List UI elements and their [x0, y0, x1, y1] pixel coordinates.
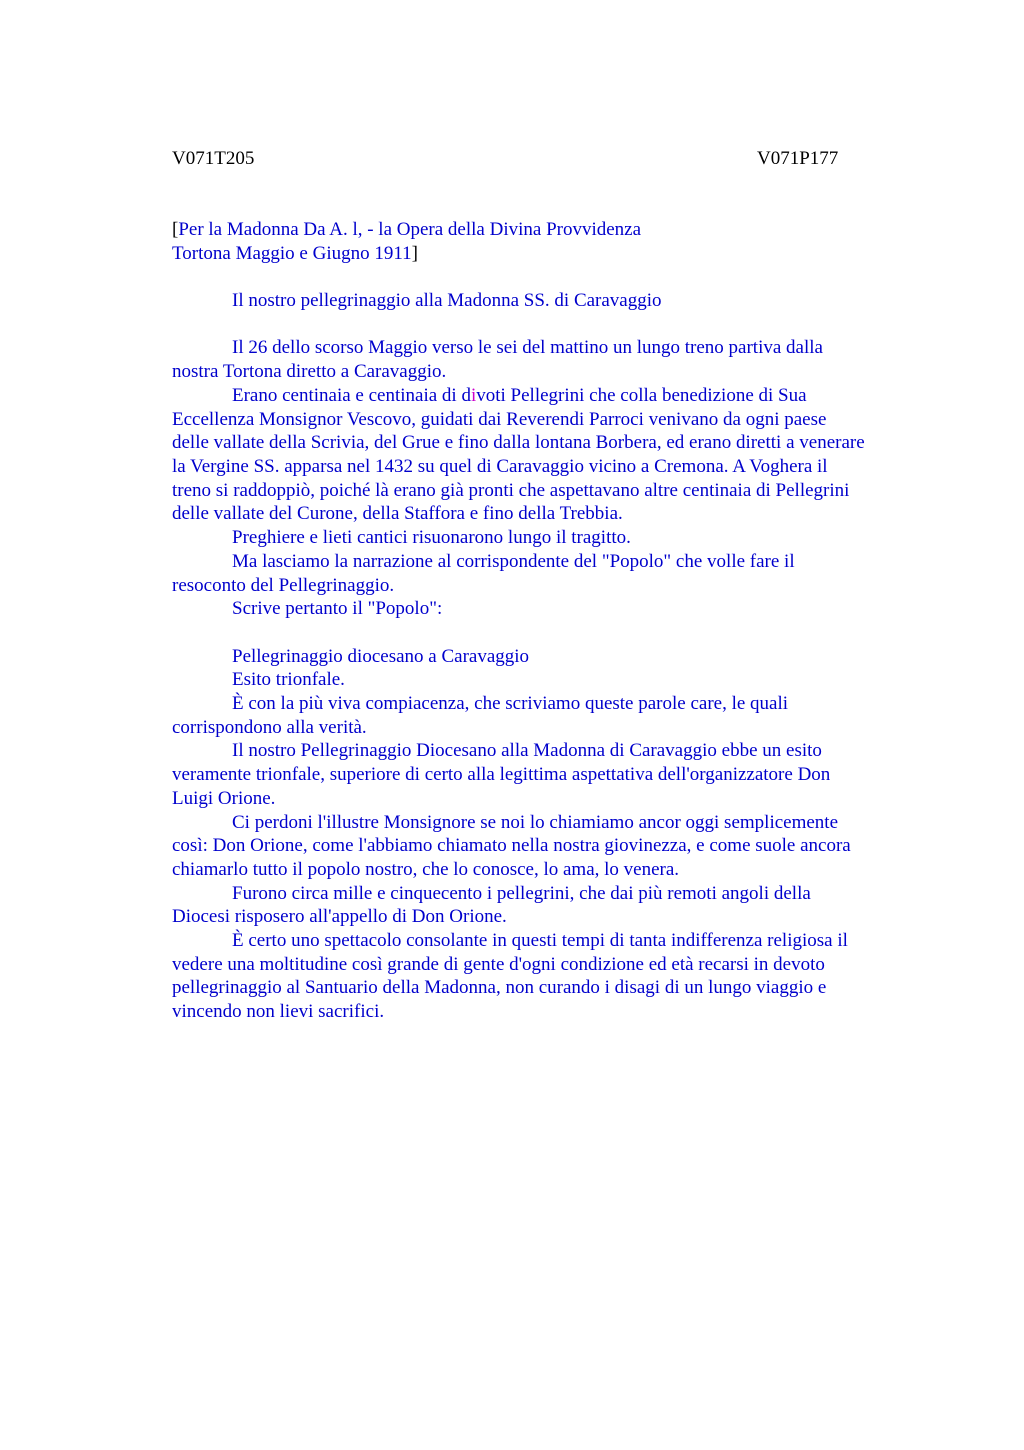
paragraph-4	[172, 550, 942, 597]
document-code-right: V071P177	[757, 148, 839, 169]
paragraph-line	[172, 384, 942, 408]
document-code-left: V071T205	[172, 148, 255, 169]
paragraph-line: Eccellenza Monsignor Vescovo, guidati dai Reverendi Parroci venivano da ogni paese	[172, 408, 827, 430]
spacer	[172, 621, 942, 645]
paragraph-line: treno si raddoppiò, poiché là erano già pronti che aspettavano altre centinaia di Pellegrini	[172, 479, 850, 501]
paragraph-3	[172, 526, 942, 550]
paragraph-line: Il nostro Pellegrinaggio Diocesano alla Madonna di Caravaggio ebbe un esito	[232, 740, 822, 762]
paragraph-line: Il 26 dello scorso Maggio verso le sei del mattino un lungo treno partiva dalla	[232, 337, 823, 359]
paragraph-line: vincendo non lievi sacrifici.	[172, 1001, 385, 1023]
paragraph-8	[172, 811, 942, 882]
paragraph-10	[172, 929, 942, 1024]
paragraph-5	[172, 597, 942, 621]
paragraph-7	[172, 739, 942, 810]
paragraph-line: chiamarlo tutto il popolo nostro, che lo conosce, lo ama, lo venera.	[172, 858, 680, 880]
paragraph-line: Ci perdoni l'illustre Monsignore se noi lo chiamiamo ancor oggi semplicemente	[232, 811, 839, 833]
paragraph-2	[172, 384, 942, 526]
paragraph-1	[172, 336, 942, 383]
paragraph-line: Ma lasciamo la narrazione al corrispondente del "Popolo" che volle fare il	[232, 550, 795, 572]
source-line-2	[172, 242, 942, 266]
source-text-1: Per la Madonna Da A. l, - la Opera della Divina Provvidenza	[178, 219, 642, 240]
paragraph-6	[172, 692, 942, 739]
article-title: Il nostro pellegrinaggio alla Madonna SS. di Caravaggio	[232, 290, 662, 312]
highlighted-letter: i	[470, 384, 477, 406]
source-bracket-close: ]	[411, 242, 418, 264]
paragraph-line: È con la più viva compiacenza, che scriviamo queste parole care, le quali	[232, 693, 789, 715]
source-bracket-open: [	[172, 219, 179, 240]
paragraph-line: Preghiere e lieti cantici risuonarono lungo il tragitto.	[232, 527, 631, 549]
paragraph-line: Furono circa mille e cinquecento i pellegrini, che dai più remoti angoli della	[232, 882, 811, 904]
paragraph-text: voti Pellegrini che colla benedizione di Sua	[476, 384, 807, 406]
paragraph-line: corrispondono alla verità.	[172, 716, 367, 738]
paragraph-line: Luigi Orione.	[172, 787, 276, 809]
paragraph-line: È certo uno spettacolo consolante in questi tempi di tanta indifferenza religiosa il	[232, 930, 848, 952]
document-body	[172, 218, 942, 1024]
paragraph-line: veramente trionfale, superiore di certo alla legittima aspettativa dell'organizzatore Don	[172, 764, 831, 786]
source-line-1	[172, 218, 942, 242]
paragraph-line: delle vallate della Scrivia, del Grue e fino dalla lontana Borbera, ed erano diretti a venerare	[172, 432, 865, 454]
paragraph-text: Erano centinaia e centinaia di d	[232, 384, 471, 406]
quote-subtitle: Esito trionfale.	[232, 669, 345, 691]
paragraph-line: nostra Tortona diretto a Caravaggio.	[172, 361, 447, 383]
paragraph-9	[172, 882, 942, 929]
paragraph-line: così: Don Orione, come l'abbiamo chiamato nella nostra giovinezza, e come suole ancora	[172, 835, 851, 857]
paragraph-line: la Vergine SS. apparsa nel 1432 su quel di Caravaggio vicino a Cremona. A Voghera il	[172, 456, 828, 477]
paragraph-line: vedere una moltitudine così grande di gente d'ogni condizione ed età recarsi in devoto	[172, 953, 825, 975]
source-text-2: Tortona Maggio e Giugno 1911	[172, 242, 412, 264]
paragraph-line: Scrive pertanto il "Popolo":	[232, 598, 443, 620]
spacer	[172, 265, 942, 289]
paragraph-line: pellegrinaggio al Santuario della Madonna, non curando i disagi di un lungo viaggio e	[172, 977, 827, 999]
paragraph-line: Diocesi risposero all'appello di Don Orione.	[172, 906, 507, 928]
paragraph-line: delle vallate del Curone, della Staffora e fino della Trebbia.	[172, 503, 623, 525]
quote-title: Pellegrinaggio diocesano a Caravaggio	[232, 645, 530, 667]
paragraph-line: resoconto del Pellegrinaggio.	[172, 574, 395, 596]
spacer	[172, 313, 942, 337]
